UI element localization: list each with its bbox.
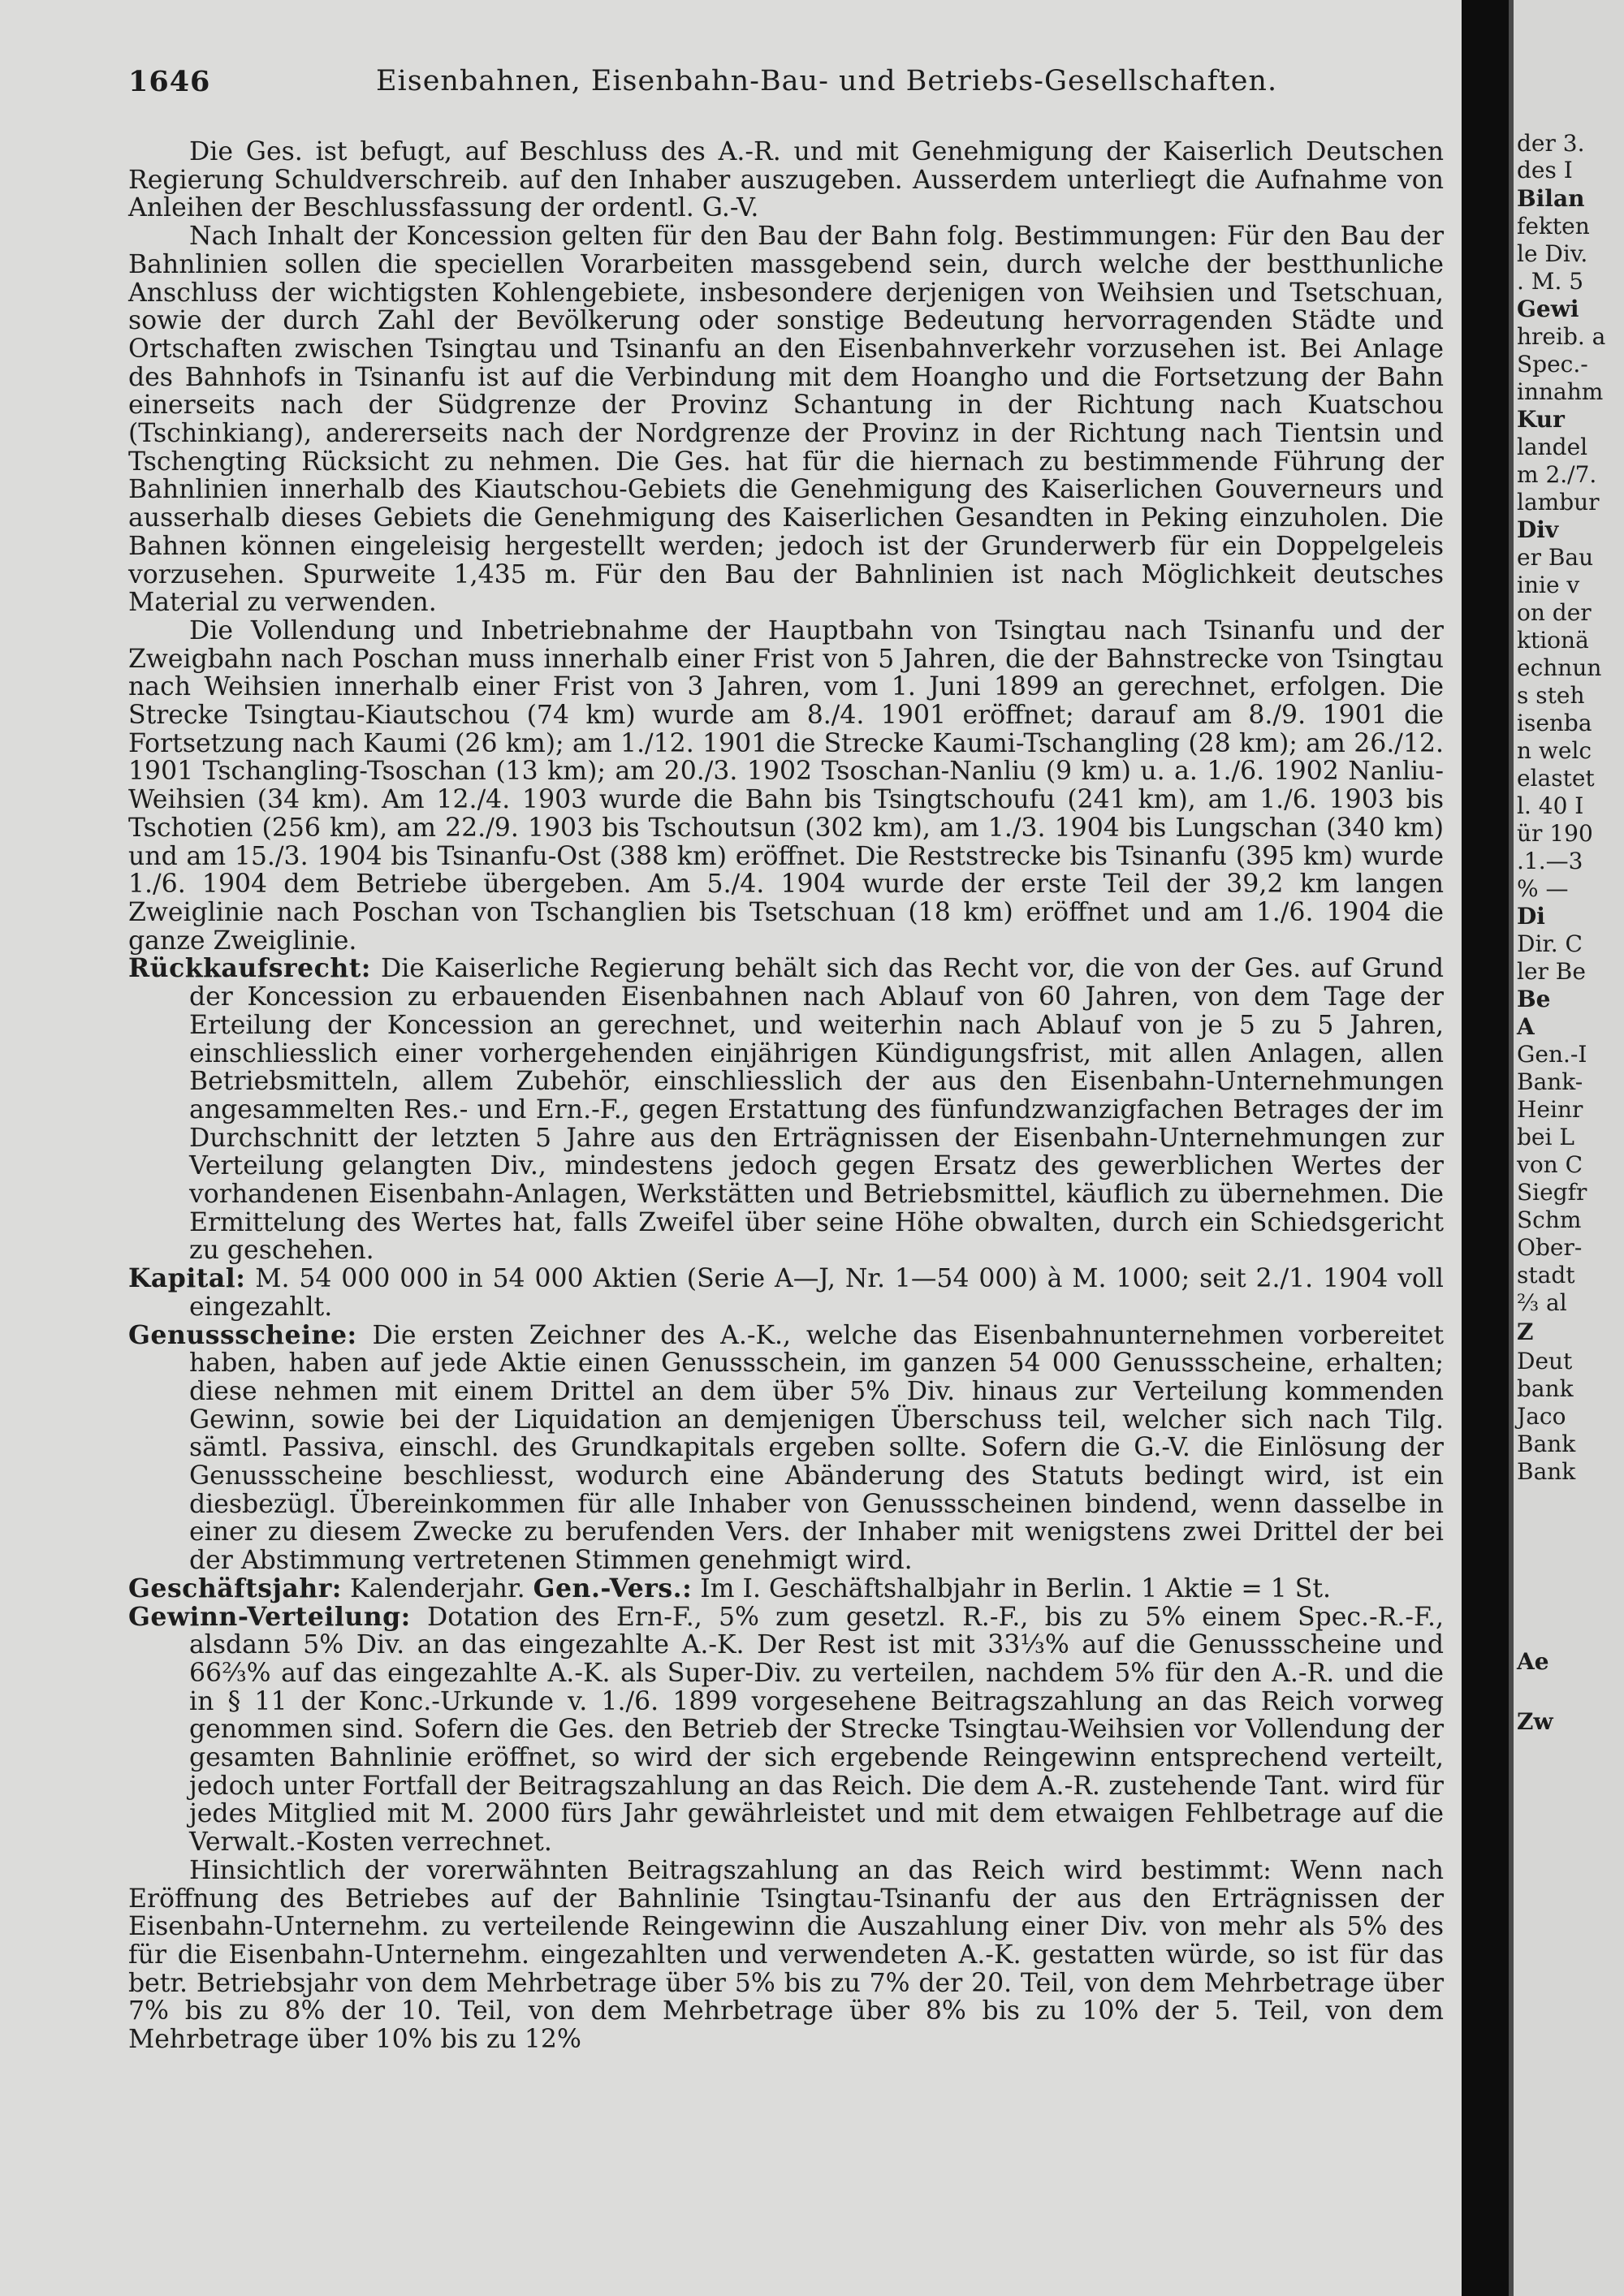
adjacent-page-fragment: Bank: [1517, 1431, 1576, 1457]
adjacent-page-fragment: Be: [1517, 986, 1551, 1012]
adjacent-page-fragment: elastet: [1517, 765, 1595, 792]
gewinn-verteilung-text: Dotation des Ern-F., 5% zum gesetzl. R.-F., bis zu 5% einem Spec.-R.-F., alsdann 5% Div. an das eingezahlte A.-K. Der Rest ist mit 33⅓% auf die Genussscheine und 66⅔% auf das eingezahlte A.-K. als Super-Div. zu verteilen, nachdem 5% für den A.-R. und die in § 11 der Konc.-Urkunde v. 1./6. 1899 vorgesehene Beitragszahlung an das Reich vorweg genommen sind. Sofern die Ges. den Betrieb der Strecke Tsingtau-Weihsien vor Vollendung der gesamten Bahnlinie eröffnet, so wird der sich ergebende Reingewinn entsprechend verteilt, jedoch unter Fortfall der Beitragszahlung an das Reich. Die dem A.-R. zustehende Tant. wird für jedes Mitglied mit M. 2000 fürs Jahr gewährleistet und mit dem etwaigen Fehlbetrage auf die Verwalt.-Kosten verrechnet.: [189, 1602, 1444, 1858]
adjacent-page-fragment: Gewi: [1517, 296, 1579, 322]
section-genussscheine: [128, 1319, 1444, 1576]
adjacent-page-fragment: hreib. a: [1517, 323, 1606, 350]
paragraph-vollendung-inbetriebnahme: Die Vollendung und Inbetriebnahme der Hauptbahn von Tsingtau nach Tsinanfu und der Zweigbahn nach Poschan muss innerhalb einer Frist von 5 Jahren, die der Bahnstrecke von Tsingtau nach Weihsien innerhalb einer Frist von 3 Jahren, vom 1. Juni 1899 an gerechnet, erfolgen. Die Strecke Tsingtau-Kiautschou (74 km) wurde am 8./4. 1901 eröffnet; darauf am 8./9. 1901 die Fortsetzung nach Kaumi (26 km); am 1./12. 1901 die Strecke Kaumi-Tschangling (28 km); am 26./12. 1901 Tschangling-Tsoschan (13 km); am 20./3. 1902 Tsoschan-Nanliu (9 km) u. a. 1./6. 1902 Nanliu-Weihsien (34 km). Am 12./4. 1903 wurde die Bahn bis Tsingtschoufu (241 km), am 1./6. 1903 bis Tschotien (256 km), am 22./9. 1903 bis Tschoutsun (302 km), am 1./3. 1904 bis Lungschan (340 km) und am 15./3. 1904 bis Tsinanfu-Ost (388 km) eröffnet. Die Reststrecke bis Tsinanfu (395 km) wurde 1./6. 1904 dem Betriebe übergeben. Am 5./4. 1904 wurde der erste Teil der 39,2 km langen Zweiglinie nach Poschan von Tschanglien bis Tsetschuan (18 km) eröffnet und am 1./6. 1904 die ganze Zweiglinie.: [128, 615, 1444, 956]
gen-vers-text: Im I. Geschäftshalbjahr in Berlin. 1 Aktie = 1 St.: [700, 1573, 1332, 1603]
adjacent-page-fragment: er Bau: [1517, 544, 1594, 571]
page-header: [128, 65, 1346, 106]
adjacent-page-fragment: ktionä: [1517, 627, 1589, 654]
gewinn-verteilung-label: Gewinn-Verteilung:: [128, 1601, 411, 1632]
adjacent-page-fragment: isenba: [1517, 710, 1592, 736]
genussscheine-text: Die ersten Zeichner des A.-K., welche das Eisenbahnunternehmen vorbereitet haben, haben auf jede Aktie einen Genussschein, im ganzen 54 000 Genussscheine, erhalten; diese nehmen mit einem Drittel an dem über 5% Div. hinaus zur Verteilung kommenden Gewinn, sowie bei der Liquidation an demjenigen Überschuss teil, welcher sich nach Tilg. sämtl. Passiva, einschl. des Grundkapitals ergeben sollte. Sofern die G.-V. die Einlösung der Genussscheine beschliesst, wodurch eine Abänderung des Statuts bedingt wird, ist ein diesbezügl. Übereinkommen für alle Inhaber von Genussscheinen bindend, wenn dasselbe in einer zu diesem Zwecke zu berufenden Vers. der Inhaber mit wenigstens zwei Drittel der bei der Abstimmung vertretenen Stimmen genehmigt wird.: [189, 1320, 1444, 1576]
section-gewinn-verteilung: [128, 1603, 1444, 1857]
adjacent-page-fragment: innahm: [1517, 378, 1604, 405]
adjacent-page-fragment: echnun: [1517, 654, 1602, 681]
section-rueckkaufsrecht: [128, 955, 1444, 1265]
adjacent-page-fragment: Spec.-: [1517, 351, 1588, 378]
geschaeftsjahr-label: Geschäftsjahr:: [128, 1573, 342, 1603]
adjacent-page-fragment: inie v: [1517, 572, 1580, 598]
adjacent-page-fragment: Heinr: [1517, 1096, 1583, 1123]
adjacent-page-strip: [1514, 0, 1624, 2296]
adjacent-page-fragment: s steh: [1517, 682, 1585, 709]
adjacent-page-fragment: Di: [1517, 903, 1545, 930]
adjacent-page-fragment: Ae: [1517, 1648, 1549, 1675]
adjacent-page-fragment: Gen.-I: [1517, 1041, 1587, 1068]
book-gutter: [1462, 0, 1509, 2296]
paragraph-beitragszahlung: Hinsichtlich der vorerwähnten Beitragszahlung an das Reich wird bestimmt: Wenn nach Eröffnung des Betriebes auf der Bahnlinie Tsingtau-Tsinanfu der aus den Erträgnissen der Eisenbahn-Unternehm. zu verteilende Reingewinn die Auszahlung einer Div. von mehr als 5% des für die Eisenbahn-Unternehm. eingezahlten und verwendeten A.-K. gestatten würde, so ist für das betr. Betriebsjahr von dem Mehrbetrage über 5% bis zu 7% der 20. Teil, von dem Mehrbetrage über 7% bis zu 8% der 10. Teil, von dem Mehrbetrage über 8% bis zu 10% der 5. Teil, von dem Mehrbetrage über 10% bis zu 12%: [128, 1855, 1444, 2055]
adjacent-page-fragment: .1.—3: [1517, 848, 1583, 874]
adjacent-page-fragment: on der: [1517, 599, 1592, 626]
adjacent-page-fragment: ür 190: [1517, 820, 1593, 847]
adjacent-page-fragment: Z: [1517, 1318, 1534, 1345]
adjacent-page-fragment: A: [1517, 1013, 1535, 1040]
adjacent-page-fragment: Kur: [1517, 406, 1565, 433]
section-geschaeftsjahr: [128, 1575, 1444, 1603]
adjacent-page-fragment: der 3.: [1517, 130, 1585, 157]
adjacent-page-fragment: Siegfr: [1517, 1179, 1587, 1206]
paragraph-koncession-bestimmungen: Nach Inhalt der Koncession gelten für den Bau der Bahn folg. Bestimmungen: Für den Bau der Bahnlinien sollen die speciellen Vorarbeiten massgebend sein, durch welche der bestthunliche Anschluss der wichtigsten Kohlengebiete, insbesondere derjenigen von Weihsien und Tsetschuan, sowie der durch Zahl der Bevölkerung oder sonstige Bedeutung hervorragenden Städte und Ortschaften zwischen Tsingtau und Tsinanfu an den Eisenbahnverkehr vorzusehen ist. Bei Anlage des Bahnhofs in Tsinanfu ist auf die Verbindung mit dem Hoangho und die Fortsetzung der Bahn einerseits nach der Südgrenze der Provinz Schantung in der Richtung nach Kuatschou (Tschinkiang), andererseits nach der Nordgrenze der Provinz in der Richtung nach Tientsin und Tschengting Rücksicht zu nehmen. Die Ges. hat für die hiernach zu bestimmende Führung der Bahnlinien innerhalb des Kiautschou-Gebiets die Genehmigung des Kaiserlichen Gouverneurs und ausserhalb dieses Gebiets die Genehmigung des Kaiserlichen Gesandten in Peking einzuholen. Die Bahnen können eingeleisig hergestellt werden; jedoch ist der Grunderwerb für ein Doppelgeleis vorzusehen. Spurweite 1,435 m. Für den Bau der Bahnlinien ist nach Möglichkeit deutsches Material zu verwenden.: [128, 222, 1444, 618]
adjacent-page-fragment: ler Be: [1517, 958, 1586, 985]
paragraph-schuldverschreibungen: Die Ges. ist befugt, auf Beschluss des A.-R. und mit Genehmigung der Kaiserlich Deutschen Regierung Schuldverschreib. auf den Inhaber auszugeben. Ausserdem unterliegt die Aufnahme von Anleihen der Beschlussfassung der ordentl. G.-V.: [128, 137, 1444, 223]
adjacent-page-fragment: landel: [1517, 434, 1588, 460]
main-text-column: [128, 138, 1444, 2054]
adjacent-page-fragment: lambur: [1517, 489, 1600, 516]
gen-vers-label: Gen.-Vers.:: [533, 1573, 693, 1603]
adjacent-page-fragment: Div: [1517, 516, 1559, 543]
adjacent-page-fragment: stadt: [1517, 1262, 1575, 1288]
kapital-text: M. 54 000 000 in 54 000 Aktien (Serie A—J, Nr. 1—54 000) à M. 1000; seit 2./1. 1904 voll eingezahlt.: [189, 1264, 1445, 1322]
adjacent-page-fragment: Jaco: [1517, 1403, 1566, 1430]
adjacent-page-fragment: Bilan: [1517, 185, 1585, 212]
adjacent-page-fragment: ⅔ al: [1517, 1289, 1567, 1316]
rueckkaufsrecht-label: Rückkaufsrecht:: [128, 953, 371, 984]
adjacent-page-fragment: bei L: [1517, 1124, 1574, 1150]
adjacent-page-fragment: bank: [1517, 1375, 1574, 1402]
page-number: 1646: [128, 65, 211, 98]
adjacent-page-fragment: Deut: [1517, 1348, 1573, 1375]
adjacent-page-fragment: fekten: [1517, 213, 1590, 240]
adjacent-page-fragment: Bank-: [1517, 1068, 1583, 1095]
running-title: Eisenbahnen, Eisenbahn-Bau- und Betriebs-Gesellschaften.: [376, 65, 1278, 97]
adjacent-page-fragment: m 2./7.: [1517, 461, 1597, 488]
adjacent-page-fragment: le Div.: [1517, 240, 1588, 267]
adjacent-page-fragment: Bank: [1517, 1458, 1576, 1485]
adjacent-page-fragment: Schm: [1517, 1206, 1582, 1233]
adjacent-page-fragment: l. 40 I: [1517, 792, 1584, 819]
adjacent-page-fragment: n welc: [1517, 737, 1592, 764]
adjacent-page-fragment: . M. 5: [1517, 268, 1584, 295]
adjacent-page-fragment: Dir. C: [1517, 930, 1583, 957]
adjacent-page-fragment: Zw: [1517, 1708, 1553, 1735]
adjacent-page-fragment: von C: [1517, 1151, 1583, 1178]
kapital-label: Kapital:: [128, 1263, 246, 1294]
genussscheine-label: Genussscheine:: [128, 1319, 357, 1350]
adjacent-page-fragment: % —: [1517, 875, 1569, 902]
adjacent-page-fragment: Ober-: [1517, 1234, 1583, 1261]
rueckkaufsrecht-text: Die Kaiserliche Regierung behält sich das Recht vor, die von der Ges. auf Grund der Koncession zu erbauenden Eisenbahnen nach Ablauf von 60 Jahren, von dem Tage der Erteilung der Koncession an gerechnet, und weiterhin nach Ablauf von je 5 zu 5 Jahren, einschliesslich einer vorhergehenden einjährigen Kündigungsfrist, mit allen Anlagen, allen Betriebsmitteln, allem Zubehör, einschliesslich der aus den Eisenbahn-Unternehmungen angesammelten Res.- und Ern.-F., gegen Erstattung des fünfundzwanzigfachen Betrages der im Durchschnitt der letzten 5 Jahre aus den Erträgnissen der Eisenbahn-Unternehmungen zur Verteilung gelangten Div., mindestens jedoch gegen Ersatz des gewerblichen Wertes der vorhandenen Eisenbahn-Anlagen, Werkstätten und Betriebsmittel, käuflich zu übernehmen. Die Ermittelung des Wertes hat, falls Zweifel über seine Höhe obwalten, durch ein Schiedsgericht zu geschehen.: [189, 954, 1445, 1266]
geschaeftsjahr-text: Kalenderjahr.: [349, 1573, 525, 1603]
section-kapital: [128, 1265, 1444, 1321]
adjacent-page-fragment: des I: [1517, 157, 1573, 183]
